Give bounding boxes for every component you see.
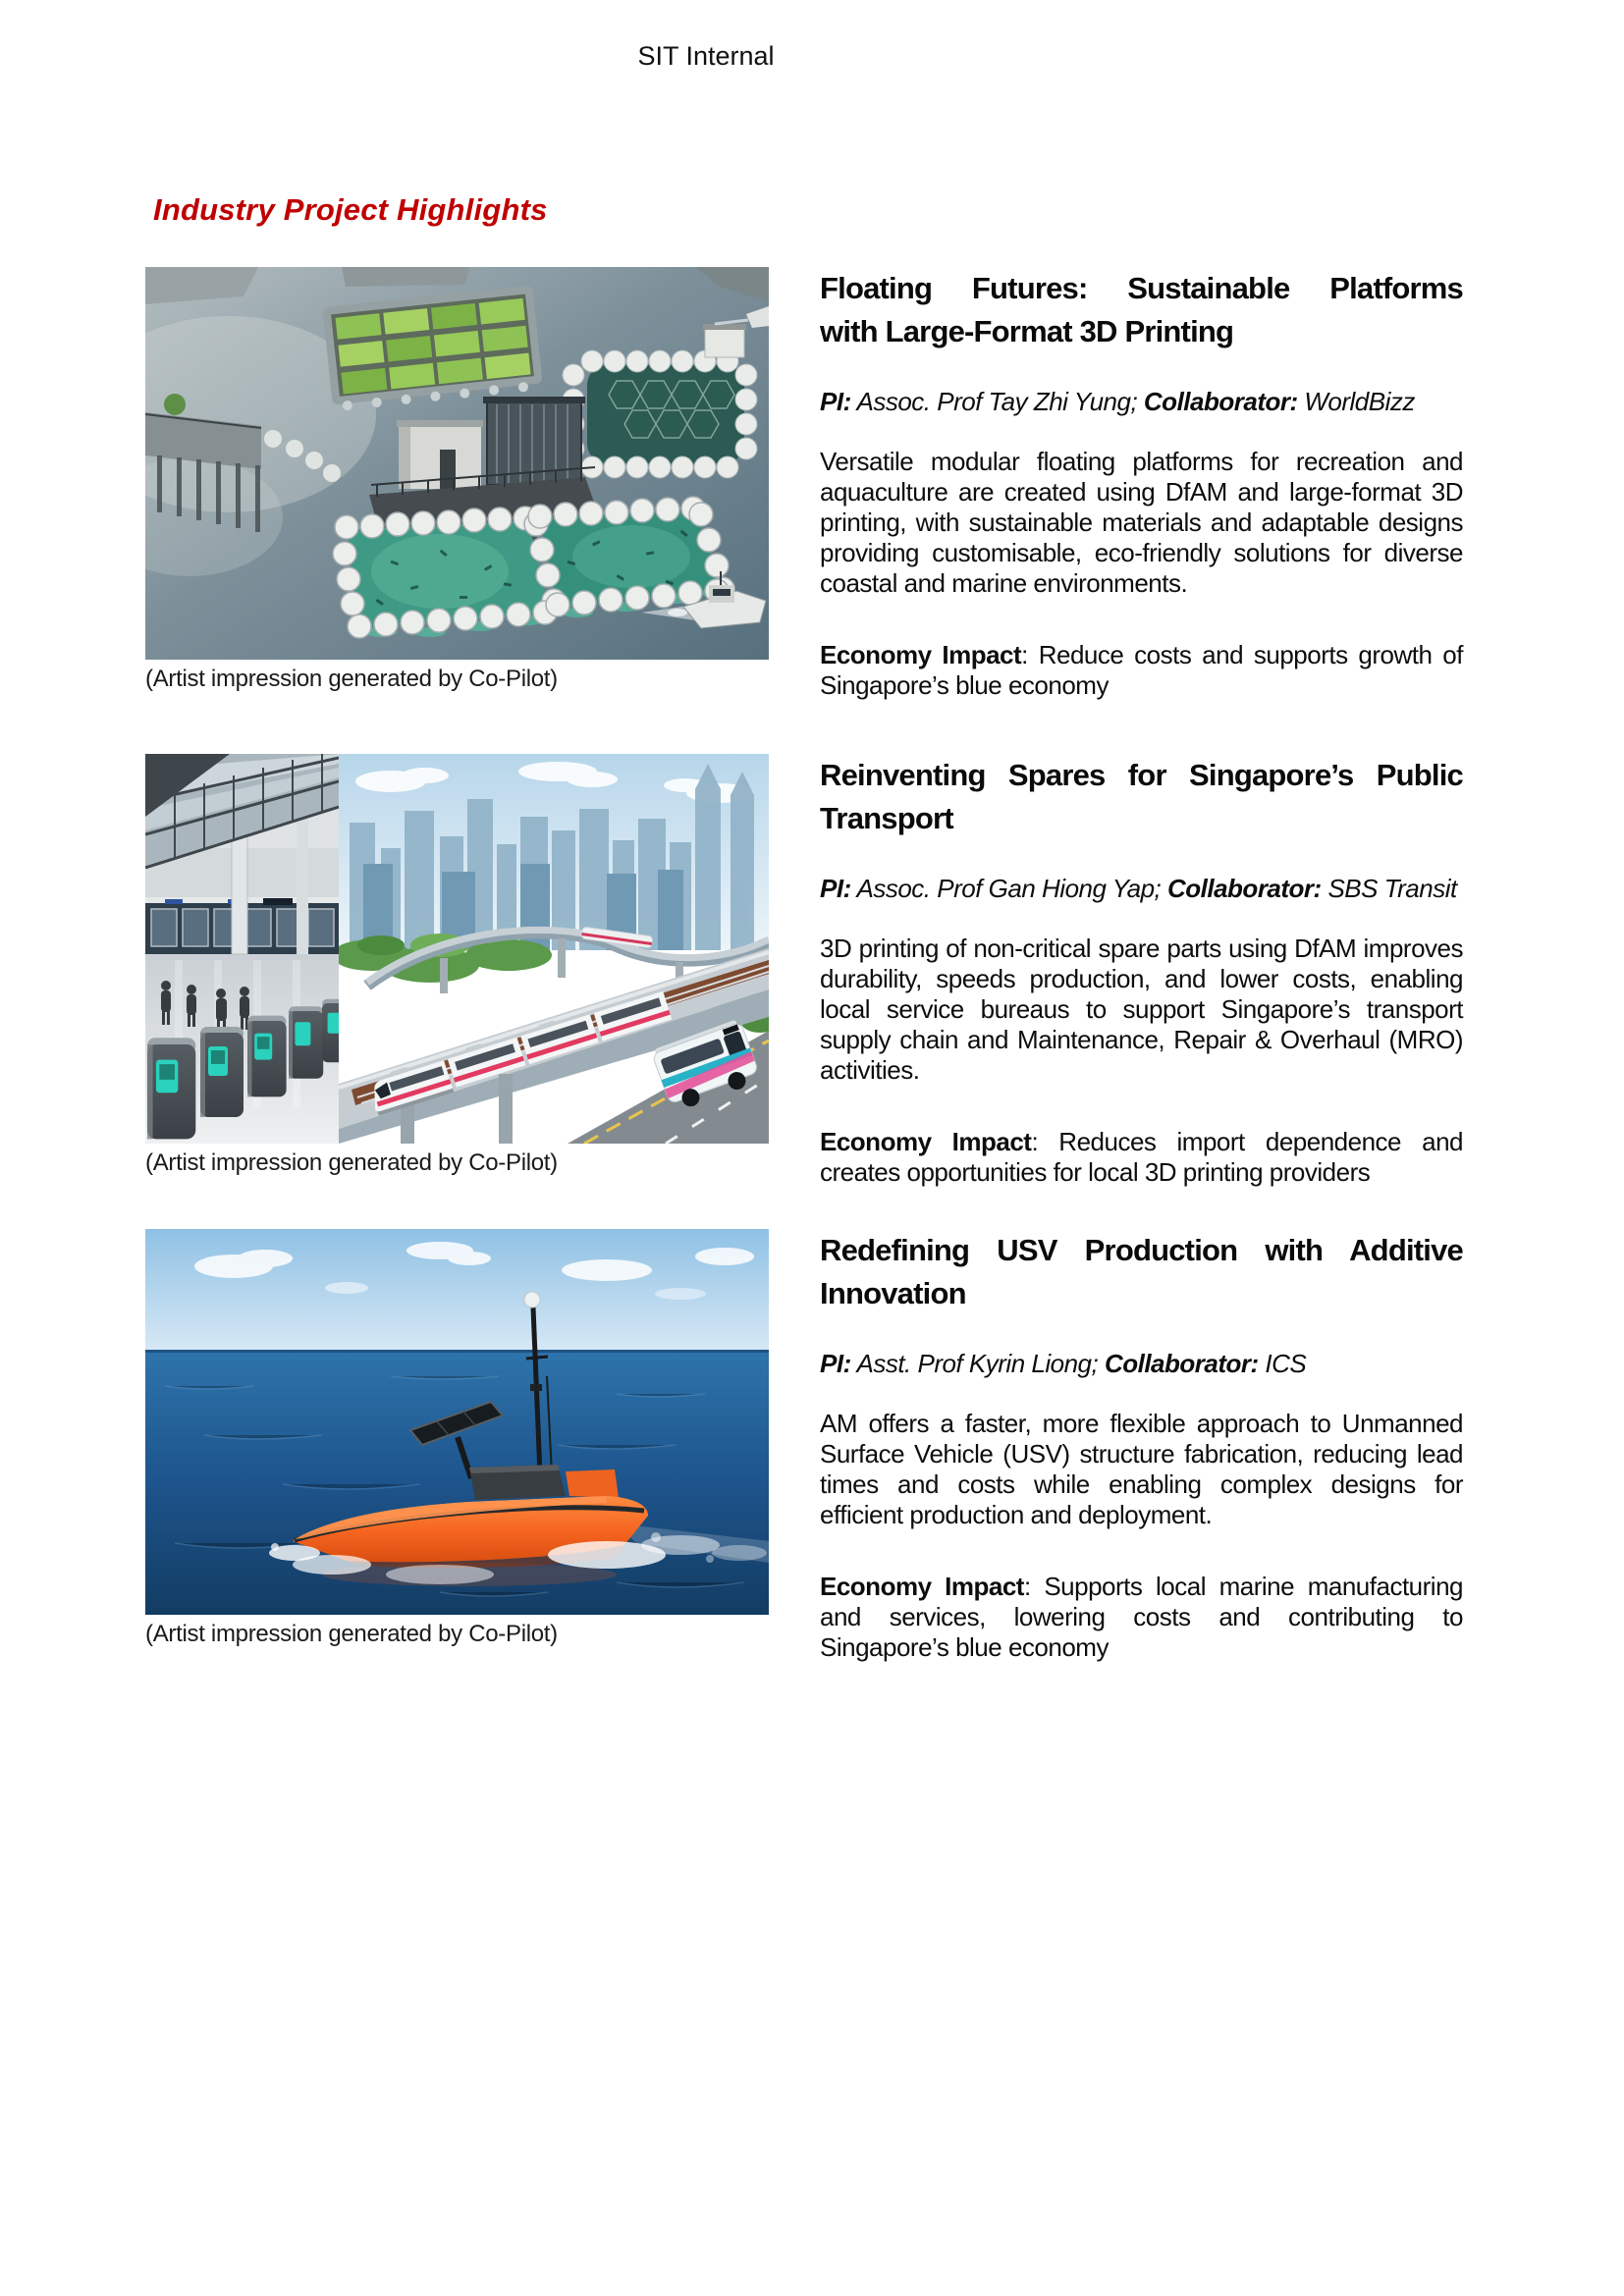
economy-impact bbox=[820, 640, 1463, 701]
content-area bbox=[145, 267, 1463, 1663]
project-2-figure-column bbox=[145, 754, 769, 1177]
image-caption: (Artist impression generated by Co-Pilot) bbox=[145, 666, 558, 692]
project-2-text-column bbox=[820, 754, 1463, 1188]
project-row-usv bbox=[145, 1229, 1463, 1663]
aft-housing bbox=[566, 1469, 619, 1498]
collaborator-name: SBS Transit bbox=[1321, 874, 1457, 903]
image-caption: (Artist impression generated by Co-Pilot) bbox=[145, 1149, 558, 1176]
project-1-figure-column bbox=[145, 267, 769, 693]
floating-platforms-illustration bbox=[145, 267, 769, 660]
project-description: 3D printing of non-critical spare parts using DfAM improves durability, speeds production, and lower costs, enabling local service bureaus to support Singapore’s transport supply chain and Maintenance, Repair & Overhaul (MRO) activities. bbox=[820, 934, 1463, 1085]
document-classification-header: SIT Internal bbox=[637, 41, 775, 71]
section-heading: Industry Project Highlights bbox=[153, 192, 548, 227]
economy-impact-label: Economy Impact bbox=[820, 1572, 1024, 1601]
pi-label: PI: bbox=[820, 874, 851, 903]
collaborator-label: Collaborator: bbox=[1166, 874, 1322, 903]
collaborator-label: Collaborator: bbox=[1104, 1349, 1259, 1378]
image-caption: (Artist impression generated by Co-Pilot) bbox=[145, 1621, 558, 1647]
pi-name: Assoc. Prof Gan Hiong Yap; bbox=[850, 874, 1167, 903]
pi-collaborator-line bbox=[820, 874, 1463, 904]
economy-impact-label: Economy Impact bbox=[820, 1127, 1032, 1156]
usv-image bbox=[145, 1229, 769, 1615]
project-3-text-column bbox=[820, 1229, 1463, 1663]
economy-impact-text: : Reduce costs and supports growth of Singapore’s blue economy bbox=[820, 640, 1463, 700]
project-row-floating-futures bbox=[145, 267, 1463, 701]
project-3-figure-column bbox=[145, 1229, 769, 1648]
pi-collaborator-line bbox=[820, 1349, 1463, 1379]
project-row-public-transport bbox=[145, 754, 1463, 1188]
economy-impact bbox=[820, 1572, 1463, 1663]
usv-illustration bbox=[145, 1229, 769, 1615]
economy-impact-text: : Reduces import dependence and creates opportunities for local 3D printing providers bbox=[820, 1127, 1463, 1187]
collaborator-name: ICS bbox=[1258, 1349, 1307, 1378]
horizon-line bbox=[145, 1350, 769, 1353]
economy-impact bbox=[820, 1127, 1463, 1188]
project-title: Floating Futures: Sustainable Platforms with Large-Format 3D Printing bbox=[820, 271, 1463, 348]
pi-label: PI: bbox=[820, 387, 851, 416]
economy-impact-text: : Supports local marine manufacturing and services, lowering costs and contributing to Singapore’s blue economy bbox=[820, 1572, 1463, 1662]
economy-impact-label: Economy Impact bbox=[820, 640, 1022, 669]
project-title: Redefining USV Production with Additive Innovation bbox=[820, 1233, 1463, 1310]
city-transit-panel bbox=[332, 754, 769, 1144]
collaborator-name: WorldBizz bbox=[1297, 387, 1415, 416]
station-interior-panel bbox=[145, 754, 352, 1144]
pi-name: Asst. Prof Kyrin Liong; bbox=[850, 1349, 1105, 1378]
floating-platforms-image bbox=[145, 267, 769, 660]
project-description: AM offers a faster, more flexible approach to Unmanned Surface Vehicle (USV) structure fabrication, reducing lead times and costs while enabling complex designs for efficient production and deployment. bbox=[820, 1409, 1463, 1529]
public-transport-illustration bbox=[145, 754, 769, 1144]
project-1-text-column bbox=[820, 267, 1463, 701]
public-transport-image bbox=[145, 754, 769, 1144]
project-title: Reinventing Spares for Singapore’s Public Transport bbox=[820, 758, 1463, 835]
pi-label: PI: bbox=[820, 1349, 851, 1378]
collaborator-label: Collaborator: bbox=[1143, 387, 1298, 416]
pi-collaborator-line bbox=[820, 387, 1463, 417]
pi-name: Assoc. Prof Tay Zhi Yung; bbox=[850, 387, 1144, 416]
project-description: Versatile modular floating platforms for recreation and aquaculture are created using DfAM and large-format 3D printing, with sustainable materials and adaptable designs providing customisable, eco-friendly solutions for diverse coastal and marine environments. bbox=[820, 447, 1463, 598]
